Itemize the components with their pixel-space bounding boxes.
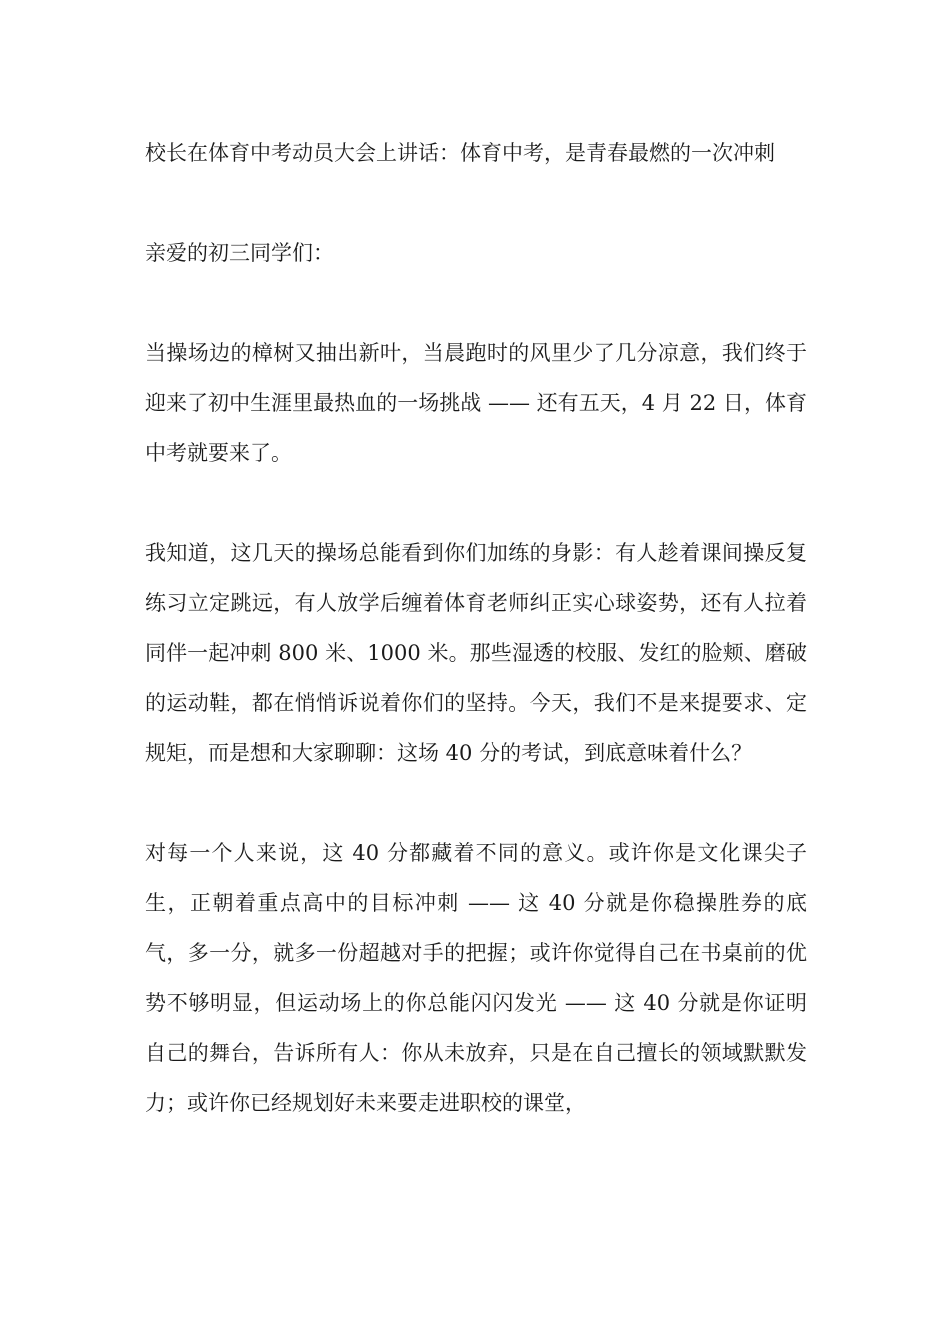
paragraph-1: 当操场边的樟树又抽出新叶，当晨跑时的风里少了几分凉意，我们终于迎来了初中生涯里最热血的一场挑战 —— 还有五天，4 月 22 日，体育中考就要来了。 [145,341,807,465]
salutation: 亲爱的初三同学们： [145,241,334,265]
document-title: 校长在体育中考动员大会上讲话：体育中考，是青春最燃的一次冲刺 [145,141,775,165]
document-body [145,128,807,1128]
paragraph-3: 对每一个人来说，这 40 分都藏着不同的意义。或许你是文化课尖子生，正朝着重点高中的目标冲刺 —— 这 40 分就是你稳操胜券的底气，多一分，就多一份超越对手的把握；或许你觉得自己在书桌前的优势不够明显，但运动场上的你总能闪闪发光 —— 这 40 分就是你证明自己的舞台，告诉所有人：你从未放弃，只是在自己擅长的领域默默发力；或许你已经规划好未来要走进职校的课堂， [145,841,807,1115]
paragraph-2: 我知道，这几天的操场总能看到你们加练的身影：有人趁着课间操反复练习立定跳远，有人放学后缠着体育老师纠正实心球姿势，还有人拉着同伴一起冲刺 800 米、1000 米。那些湿透的校服、发红的脸颊、磨破的运动鞋，都在悄悄诉说着你们的坚持。今天，我们不是来提要求、定规矩，而是想和大家聊聊：这场 40 分的考试，到底意味着什么？ [145,541,807,765]
